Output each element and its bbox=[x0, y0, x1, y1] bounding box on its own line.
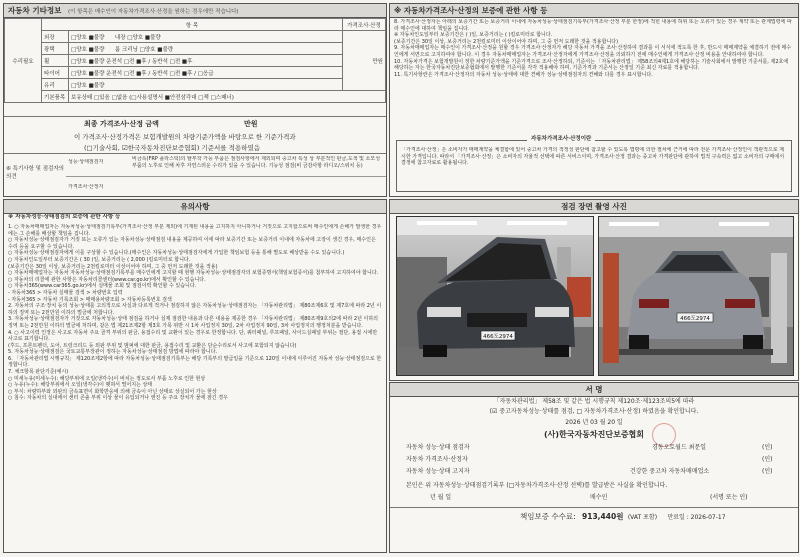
vehicle-other-info-header bbox=[4, 4, 386, 18]
signature-date: 2026 년 03 월 20 일 bbox=[565, 419, 623, 426]
row-options: □양호 ■불량 내장 □양호 ■불량 bbox=[69, 31, 343, 43]
notes-header: 유의사항 bbox=[4, 200, 386, 214]
rear-inspection-photo bbox=[598, 216, 794, 376]
note-line: ○ 자동차365(www.car365.go.kr)에서 실매물 조회 및 점검이력 확인할 수 있습니다. bbox=[8, 283, 197, 290]
confirm-line: (☑ 중고자동차성능‧상태를 점검, □ 자동차가격조사‧산정) 하였음을 확인합니다. bbox=[489, 408, 699, 415]
row-name: 휠 bbox=[42, 55, 69, 67]
photos-header: 점검 장면 촬영 사진 bbox=[390, 200, 798, 214]
note-line: ○ 자동차의 리콜에 관한 사항은 자동차리콜센터(www.car.go.kr)에서 확인할 수 있습니다. bbox=[8, 276, 206, 283]
price-assessor-label: 가격조사‧산정자 bbox=[68, 184, 104, 190]
section-subtitle: (이 항목은 매수인이 자동차가격조사‧산정을 원하는 경우에만 적습니다) bbox=[67, 9, 239, 15]
note-line: - 자동차365 > 자동차 실매물 검색 > 차량번호 입력 bbox=[8, 289, 123, 296]
seal-mark: (인) bbox=[762, 468, 773, 475]
paragraph: 9. 자동차매매업자는 매수인이 가격조사‧산정을 원할 경우 가격조사‧산정자가 해당 자동차 가격을 조사‧산정하여 결과를 이 서식에 적도록 한 후, 반드시 매매계약을 체결하기 전에 매수인에게 서면으로 고지하여야 합니다. 이 경우 자동차매매업자는 가격조사‧산정자에게 가격조사‧산정을 의뢰하기 전에 매수인에게 가격조사‧산정 비용을 안내하여야 합니다. bbox=[394, 45, 792, 58]
basis-options: (□기술사회, ☑한국자동차진단보증협회) 기준서를 적용하였음 bbox=[84, 144, 261, 152]
buyer-label: 매수인 bbox=[590, 494, 608, 501]
note-line: ○ 자동차인도일부터 보증기간은 ( 30 )일, 보증거리는 ( 2,000 )킬로미터로 합니다. bbox=[8, 256, 191, 263]
note-line: ○ 자동차성능‧상태점검자가 거짓 또는 오류가 있는 자동차성능‧상태점검 내용을 제공하여 이에 따라 보증기간 또는 보증거리 이내에 자동차에 고장이 생긴 경우, 매수인은 수리 등을 요구할 수 있습니다. bbox=[8, 237, 376, 250]
front-plate: 466도2974 bbox=[483, 334, 513, 340]
buyer-date: 년 월 일 bbox=[430, 494, 452, 501]
note-line: (후드, 프론트펜더, 도어, 트렁크리드 등 외판 부위 및 범퍼에 대한 판금, 용접수리 및 교환은 단순수리로서 사고에 포함되지 않습니다) bbox=[8, 342, 297, 349]
note-line: - 자동차365 > 자동차 기록조회 > 매매용차량조회 > 자동차등록번호 검색 bbox=[8, 296, 172, 303]
photos-section bbox=[389, 199, 799, 381]
note-line: 2. 자동차의 구조‧장치 등의 성능‧상태를 고의적으로 사실과 다르게 적거나 점검하지 않은 자동차성능‧상태점검자는 「자동차관리법」 제80조제6호 및 제7호에 따라 2년 이하의 징역 또는 2천만원 이하의 벌금에 처합니다. bbox=[8, 303, 382, 316]
row-options: □양호 ■불량 운전석 □전 ■후 / 동반석 □전 ■후 bbox=[69, 55, 343, 67]
paragraph: 10. 자동차가격은 보험개발원이 정한 차량기준가액을 기준가격으로 조사‧산정하되, 기준서는 「자동차관리법」 제58조의4제1호에 해당하는 기술사회에서 발행한 기준서를, 제2호에 해당하는 자는 한국자동차진단보증협회에서 발행한 기준서를 각각 적용해야 하며, 기준가격과 기준서는 산정일 기준 최신 자료를 적용합니다. bbox=[394, 58, 789, 72]
note-line: ○ 자동차매매업자는 자동차 자동차성능‧상태점검기록부를 매수인에게 고지할 때 현행 자동차성능‧상태점검자의 보험증명서(책임보험증서)를 첨부하여 고지하여야 합니다. bbox=[8, 270, 379, 277]
inspector-sign-label: 자동차 성능‧상태 점검자 bbox=[406, 444, 470, 451]
final-price-row bbox=[4, 116, 386, 131]
section-title: 자동차 기타정보 bbox=[8, 6, 62, 15]
basis-text: 이 가격조사‧산정가격은 보험개발원의 차량기준가액을 바탕으로 한 기준가격과 bbox=[74, 133, 296, 141]
note-line: ○ 누유(누수): 해당부위에서 오일(냉각수)이 맺혀서 떨어지는 상태 bbox=[8, 382, 153, 389]
fee-label: 책임보증 수수료: bbox=[520, 512, 576, 521]
price-header: 가격조사‧산정 bbox=[343, 19, 386, 31]
row-name: 광택 bbox=[42, 43, 69, 55]
buyer-confirm-text: 본인은 위 자동차성능‧상태점검기록부 (□자동차가격조사‧산정 선택)를 발급받은 사실을 확인합니다. bbox=[406, 482, 668, 489]
note-line: 1. ○ 자동차매매업자는 자동차성능‧상태점검기록부(가격조사‧산정 부분 제외)에 기재된 내용을 고지하지 아니하거나 거짓으로 고지함으로써 매수인에게 손해가 발생한 경우에는 그 손해를 배상할 책임을 집니다. bbox=[8, 224, 382, 237]
expiry-date: 만료일 : 2026-07-17 bbox=[667, 514, 726, 521]
note-line: 4. ○ 사고이력 인정은 사고로 자동차 주요 골격 부위의 판금, 용접수리 및 교환이 있는 경우로 한정합니다. 단, 쿼터패널, 루프패널, 사이드실패널 부위는 절단, 용접 시에만 사고로 표기합니다. bbox=[8, 329, 378, 343]
notifier-sign-label: 자동차 성능‧상태 고지자 bbox=[406, 468, 470, 475]
signature-section bbox=[389, 382, 799, 553]
row-options: □양호 ■불량 룸 크리닝 □양호 ■불량 bbox=[69, 43, 343, 55]
buyer-sign-mark: (서명 또는 인) bbox=[710, 494, 748, 501]
paragraph: (보증기간은 30일 이상, 보증거리는 2천킬로미터 이상이어야 하며, 그 중 먼저 도래한 것을 적용합니다) bbox=[394, 38, 619, 45]
row-name: 유리 bbox=[42, 79, 69, 91]
special-notes-label: ⑥ 특기사항 및 점검자의 의견 bbox=[6, 166, 64, 180]
fee-note: (VAT 포함) bbox=[627, 514, 658, 521]
note-line: 3. 자동차성능‧상태점검자가 거짓으로 자동차성능‧상태 점검을 하거나 실제 점검한 내용과 다른 내용을 제공한 경우 「자동차관리법」 제80조제9호의2에 따라 2년 이하의 징역 또는 2천만원 이하의 벌금에 처하며, 같은 법 제21조제2항 제3호 가목 위반 시 1차 사업정지 30일, 2차 사업정지 90일, 3차 사업정지의 행정처분을 받습니다. bbox=[8, 316, 379, 329]
price-guarantee-section bbox=[389, 3, 799, 197]
seal-mark: (인) bbox=[762, 456, 773, 463]
fee-value: 913,440원 bbox=[582, 512, 624, 521]
assessor-sign-label: 자동차 가격조사‧산정자 bbox=[406, 456, 468, 463]
row-options: 보유상태 □있음 □없음 (□사용설명서 ■안전삼각대 □잭 □스패너) bbox=[69, 91, 386, 103]
paragraph: ※ 자동차인도일부터 보증기간은 ( )일, 보증거리는 ( )킬로미터로 합니다. bbox=[394, 32, 553, 39]
row-name: 외장 bbox=[42, 31, 69, 43]
rear-car-image bbox=[599, 217, 793, 375]
final-price-unit: 만원 bbox=[244, 120, 258, 128]
signature-header: 서 명 bbox=[390, 383, 798, 397]
note-line: 5. 자동차성능‧상태점검은 국토교통부장관이 정하는 자동차성능‧상태점검 방법에 따라야 합니다. bbox=[8, 349, 218, 356]
note-line: ○ 침수: 자동차의 실내에서 센터 콘솔 부위 이상 물이 유입되거나 엔진 등 주요 장치가 물에 잠긴 경우 bbox=[8, 395, 228, 402]
paragraph: 8. 가격조사‧산정자는 아래의 보증기간 또는 보증거리 이내에 자동차성능‧상태점검기록부(가격조사‧산정 부분 한정)에 적힌 내용에 허위 또는 오류가 있는 경우 계약 또는 관계법령에 따라 매수인에 대하여 책임을 집니다. bbox=[394, 19, 792, 32]
note-line: 6. 「자동차관리법 시행규칙」 제120조제2항에 따라 자동차성능‧상태점검기록부는 해당 기록부의 발급일을 기준으로 120일 이내에 이루어진 자동차 성능‧상태점검으로 한정합니다. bbox=[8, 355, 382, 369]
note-line: ○ 미세누유(미세누수): 해당부위에 오일(냉각수)이 비치는 정도로서 부품 노후로 인한 현상 bbox=[8, 375, 206, 382]
price-unit: 만원 bbox=[343, 31, 386, 91]
row-name: 타이어 bbox=[42, 67, 69, 79]
seal-mark: (인) bbox=[762, 444, 773, 451]
price-guarantee-paragraphs bbox=[394, 19, 794, 135]
options-table bbox=[4, 18, 386, 103]
price-definition-title: 자동차가격조사‧산정이란 bbox=[527, 136, 595, 144]
front-car-image bbox=[397, 217, 593, 375]
note-line: (보증기간은 30일 이상, 보증거리는 2천킬로미터 이상이어야 하며, 그 중 먼저 도래한 것을 적용) bbox=[8, 263, 218, 270]
vehicle-other-info-section bbox=[3, 3, 387, 197]
row-options: □양호 ■불량 bbox=[69, 79, 343, 91]
organization-name: (사)한국자동차진단보증협회 bbox=[543, 430, 645, 439]
repair-needed-label: 수리필요 bbox=[5, 19, 42, 103]
price-definition-text: 「가격조사‧산정」은 소비자가 매매계약을 체결함에 있어 중고차 가격의 적정성 판단에 참고할 수 있도록 법령에 의한 절차에 근거에 따라 전문 가격조사‧산정인이 객관적으로 제시한 가격입니다. 따라서 「가격조사‧산정」은 소비자의 자율적 선택에 따른 서비스이며, 가격조사‧산정 결과는 중고차 가격판단에 관하여 법적 구속력은 없고 소비자의 구매에서 결정에 참고자료로 활용됩니다. bbox=[401, 147, 785, 167]
price-definition-box bbox=[396, 136, 792, 192]
inspector-sign-name: 경동오토월드 최문일 bbox=[652, 444, 707, 451]
price-guarantee-header: ※ 자동차가격조사‧산정의 보증에 관한 사항 등 bbox=[390, 4, 798, 18]
note-line: ○ 자동차성능‧상태점검자에게 이를 구상할 수 있습니다.(매수인은 자동차성능‧상태점검자에게 가입한 책임보험 등을 통해 별도로 배상받을 수도 있습니다.) bbox=[8, 250, 345, 257]
note-line: 7. 체크항목 판단기준(예시) bbox=[8, 369, 69, 376]
special-notes-box bbox=[4, 153, 386, 197]
final-price-label: 최종 가격조사‧산정 금액 bbox=[84, 120, 159, 128]
notifier-sign-name: 건강한 중고차 자동차매매업소 bbox=[630, 468, 710, 475]
note-line: ○ 부식: 차량하부와 외판의 금속표면이 화학반응에 의해 금속이 아닌 상태로 상실되어 가는 현상 bbox=[8, 388, 217, 395]
notes-section bbox=[3, 199, 387, 553]
paragraph: 11. 특기사항란은 가격조사‧산정자의 자동차 성능‧상태에 대한 견해가 성능‧상태점검자의 견해와 다를 경우 표시합니다. bbox=[394, 71, 653, 78]
law-line: 「자동차관리법」 제58조 및 같은 법 시행규칙 제120조‧제123조의5에 따라 bbox=[493, 398, 695, 405]
inspector-label: 성능‧상태점검자 bbox=[68, 159, 104, 165]
fee-row bbox=[520, 511, 726, 522]
rear-plate: 466도2974 bbox=[680, 316, 710, 322]
items-header: 항 목 bbox=[42, 19, 343, 31]
row-name: 기본품목 bbox=[42, 91, 69, 103]
notes-title: ※ 자동차성능‧상태점검의 보증에 관한 사항 등 bbox=[8, 214, 121, 220]
notes-body bbox=[8, 224, 382, 548]
front-inspection-photo bbox=[396, 216, 594, 376]
row-options: □양호 ■불량 운전석 □전 ■후 / 동반석 □전 ■후 / □응급 bbox=[69, 67, 343, 79]
special-notes-text: 비금속(FRP 플라스틱)의 탈부착 가능 부품은 점검사항에서 제외되며 중고차 특성 상 부분적인 판금,도색 및 소모성부품의 노후로 인해 차후 자연스러운 수리가 있을 수 있습니다. 기능성 점검(비 금감사항 라디오/스위치 등) bbox=[132, 156, 381, 169]
